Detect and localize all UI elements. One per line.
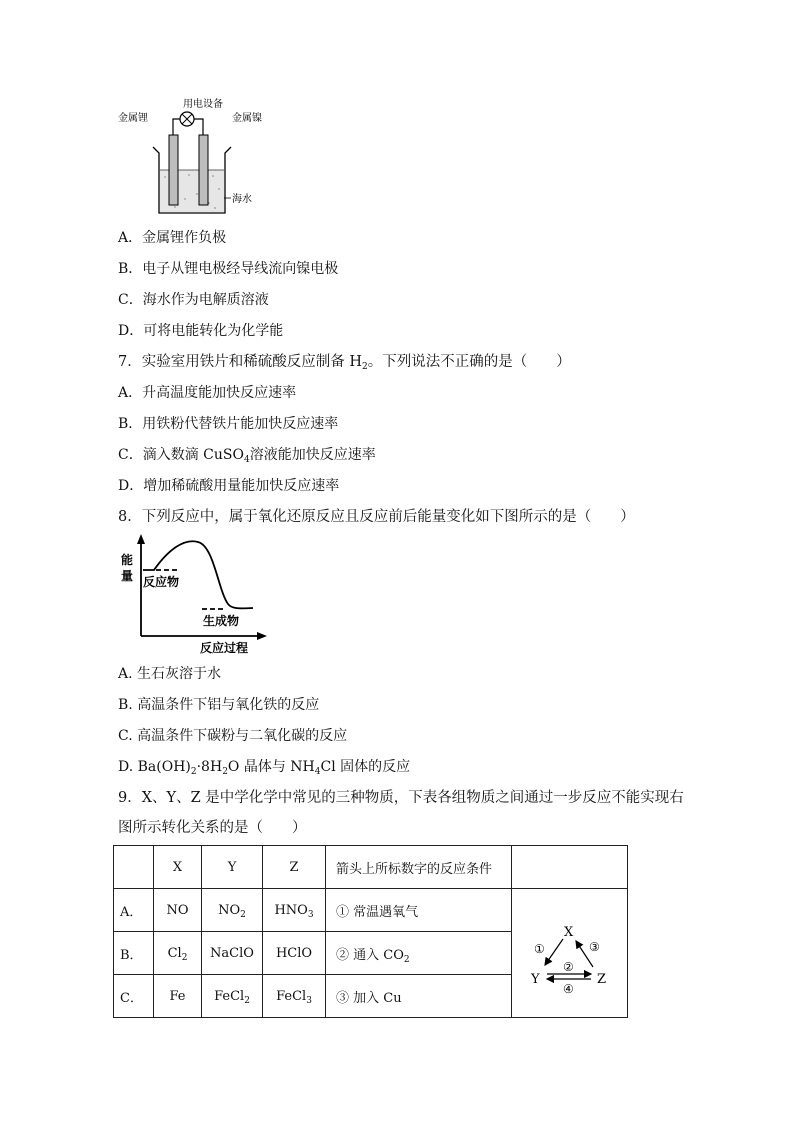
cycle-diagram [515,901,625,1001]
cycle-diagram-cell [512,889,628,1018]
cell-x: Fe [154,975,202,1018]
lithium-label: 金属锂 [118,113,148,124]
row-label: C． [114,975,154,1018]
row-label: A． [114,889,154,932]
node-z: Z [596,972,606,987]
cell-condition: ① 常温遇氧气 [326,889,512,932]
x-axis-arrow-icon [257,632,267,640]
table-row [114,889,628,932]
battery-figure [115,95,265,220]
q9-stem-line-2: 图所示转化关系的是（ ） [118,820,307,836]
q8-option-c: C. 高温条件下碳粉与二氧化碳的反应 [118,728,348,744]
q7-stem: 7．实验室用铁片和稀硫酸反应制备 $H_2$。下列说法不正确的是（ ） [118,354,571,372]
table-header-cell [114,846,154,889]
cell-x: $Cl_2$ [154,932,202,975]
q7-option-b: B．用铁粉代替铁片能加快反应速率 [118,416,339,432]
x-axis-label: 反应过程 [200,641,249,655]
q7-option-a: A．升高温度能加快反应速率 [118,385,297,401]
device-label: 用电设备 [183,99,223,110]
table-header-cell [512,846,628,889]
energy-y-label-2: 量 [121,569,134,583]
cell-x: NO [154,889,202,932]
q9-stem-line-1: 9．X、Y、Z 是中学化学中常见的三种物质，下表各组物质之间通过一步反应不能实现右 [118,790,684,806]
cell-z: HClO [263,932,326,975]
cell-condition: ③ 加入 Cu [326,975,512,1018]
energy-y-label-1: 能 [121,553,134,567]
q9-table [113,845,628,1018]
q8-stem: 8．下列反应中，属于氧化还原反应且反应前后能量变化如下图所示的是（ ） [118,509,635,525]
q6-option-d: D．可将电能转化为化学能 [118,323,284,339]
node-x: X [563,925,573,940]
cell-y: FeCl$_2$ [202,975,263,1018]
arrow-number-3: ③ [588,940,600,954]
q7-option-c: C．滴入数滴 CuSO$_4$溶液能加快反应速率 [118,447,376,465]
table-header-x: X [154,846,202,889]
y-axis-arrow-icon [137,534,145,544]
cell-y: $NO_2$ [202,889,263,932]
row-label: B． [114,932,154,975]
q7-option-d: D．增加稀硫酸用量能加快反应速率 [118,478,340,494]
reactant-label: 反应物 [143,575,180,589]
q6-option-c: C．海水作为电解质溶液 [118,292,269,308]
cell-y: NaClO [202,932,263,975]
q6-option-a: A．金属锂作负极 [118,230,227,246]
node-y: Y [530,972,540,987]
q8-option-a: A. 生石灰溶于水 [118,666,222,682]
arrow-number-1: ① [533,942,545,956]
arrow-number-4: ④ [562,982,574,996]
table-header-z: Z [263,846,326,889]
nickel-label: 金属镍 [232,113,262,124]
cell-z: FeCl$_3$ [263,975,326,1018]
seawater-label: 海水 [232,194,252,205]
table-header-condition: 箭头上所标数字的反应条件 [326,846,512,889]
table-header-y: Y [202,846,263,889]
q8-option-d: D. $Ba(OH)_2\cdot 8H_2O$ 晶体与 $NH_4Cl$ 固体的反应 [118,759,411,777]
q8-option-b: B. 高温条件下铝与氧化铁的反应 [118,697,320,713]
q6-option-b: B．电子从锂电极经导线流向镍电极 [118,261,339,277]
cell-condition: ② 通入 $CO_2$ [326,932,512,975]
product-label: 生成物 [203,614,240,628]
arrow-number-2: ② [562,960,574,974]
cell-z: $HNO_3$ [263,889,326,932]
energy-diagram [118,530,273,655]
table-header-row [114,846,628,889]
